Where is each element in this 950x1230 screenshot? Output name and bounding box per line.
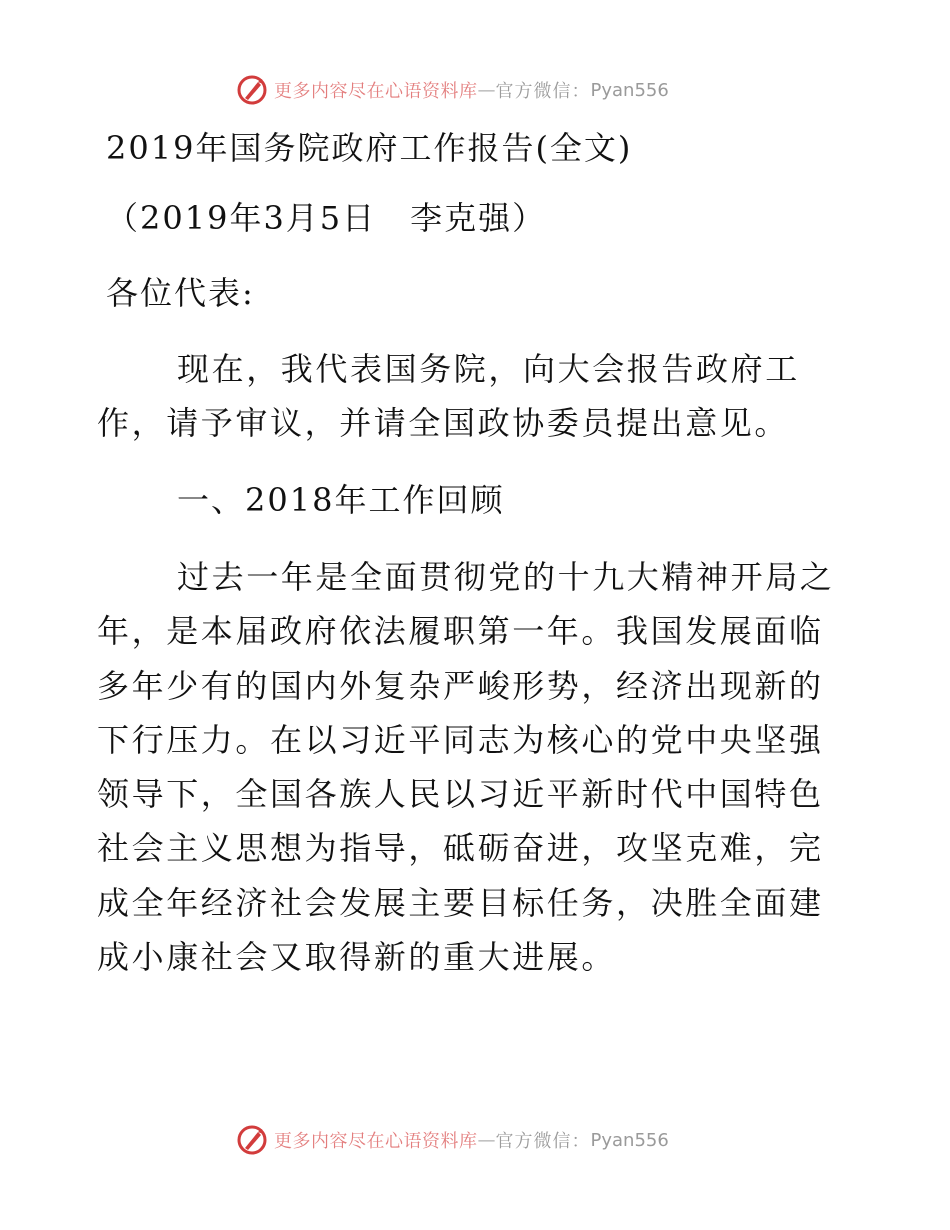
salutation: 各位代表: — [106, 274, 255, 312]
watermark-wechat-id: Pyan556 — [590, 1129, 669, 1151]
document-title: 2019年国务院政府工作报告(全文) — [106, 129, 633, 167]
watermark-text: 更多内容尽在心语资料库 — [274, 1131, 478, 1152]
section-heading: 一、2018年工作回顾 — [177, 481, 505, 519]
watermark-separator: — — [477, 1129, 496, 1151]
body-paragraph: 过去一年是全面贯彻党的十九大精神开局之年，是本届政府依法履职第一年。我国发展面临多年少有的国内外复杂严峻形势，经济出现新的下行压力。在以习近平同志为核心的党中央坚强领导下，全国各族人民以习近平新时代中国特色社会主义思想为指导，砥砺奋进，攻坚克难，完成全年经济社会发展主要目标任务，决胜全面建成小康社会又取得新的重大进展。 — [97, 558, 835, 977]
watermark-wechat-id: Pyan556 — [590, 79, 669, 101]
watermark-wechat-label: 官方微信： — [495, 81, 591, 102]
watermark-header — [236, 73, 669, 107]
watermark-footer — [236, 1123, 669, 1157]
document-dateline: （2019年3月5日 李克强） — [106, 199, 547, 237]
watermark-text: 更多内容尽在心语资料库 — [274, 81, 478, 102]
watermark-separator: — — [477, 79, 496, 101]
watermark-wechat-label: 官方微信： — [495, 1131, 591, 1152]
quill-logo-icon — [236, 1124, 268, 1156]
intro-paragraph: 现在，我代表国务院，向大会报告政府工作，请予审议，并请全国政协委员提出意见。 — [97, 350, 800, 443]
quill-logo-icon — [236, 74, 268, 106]
